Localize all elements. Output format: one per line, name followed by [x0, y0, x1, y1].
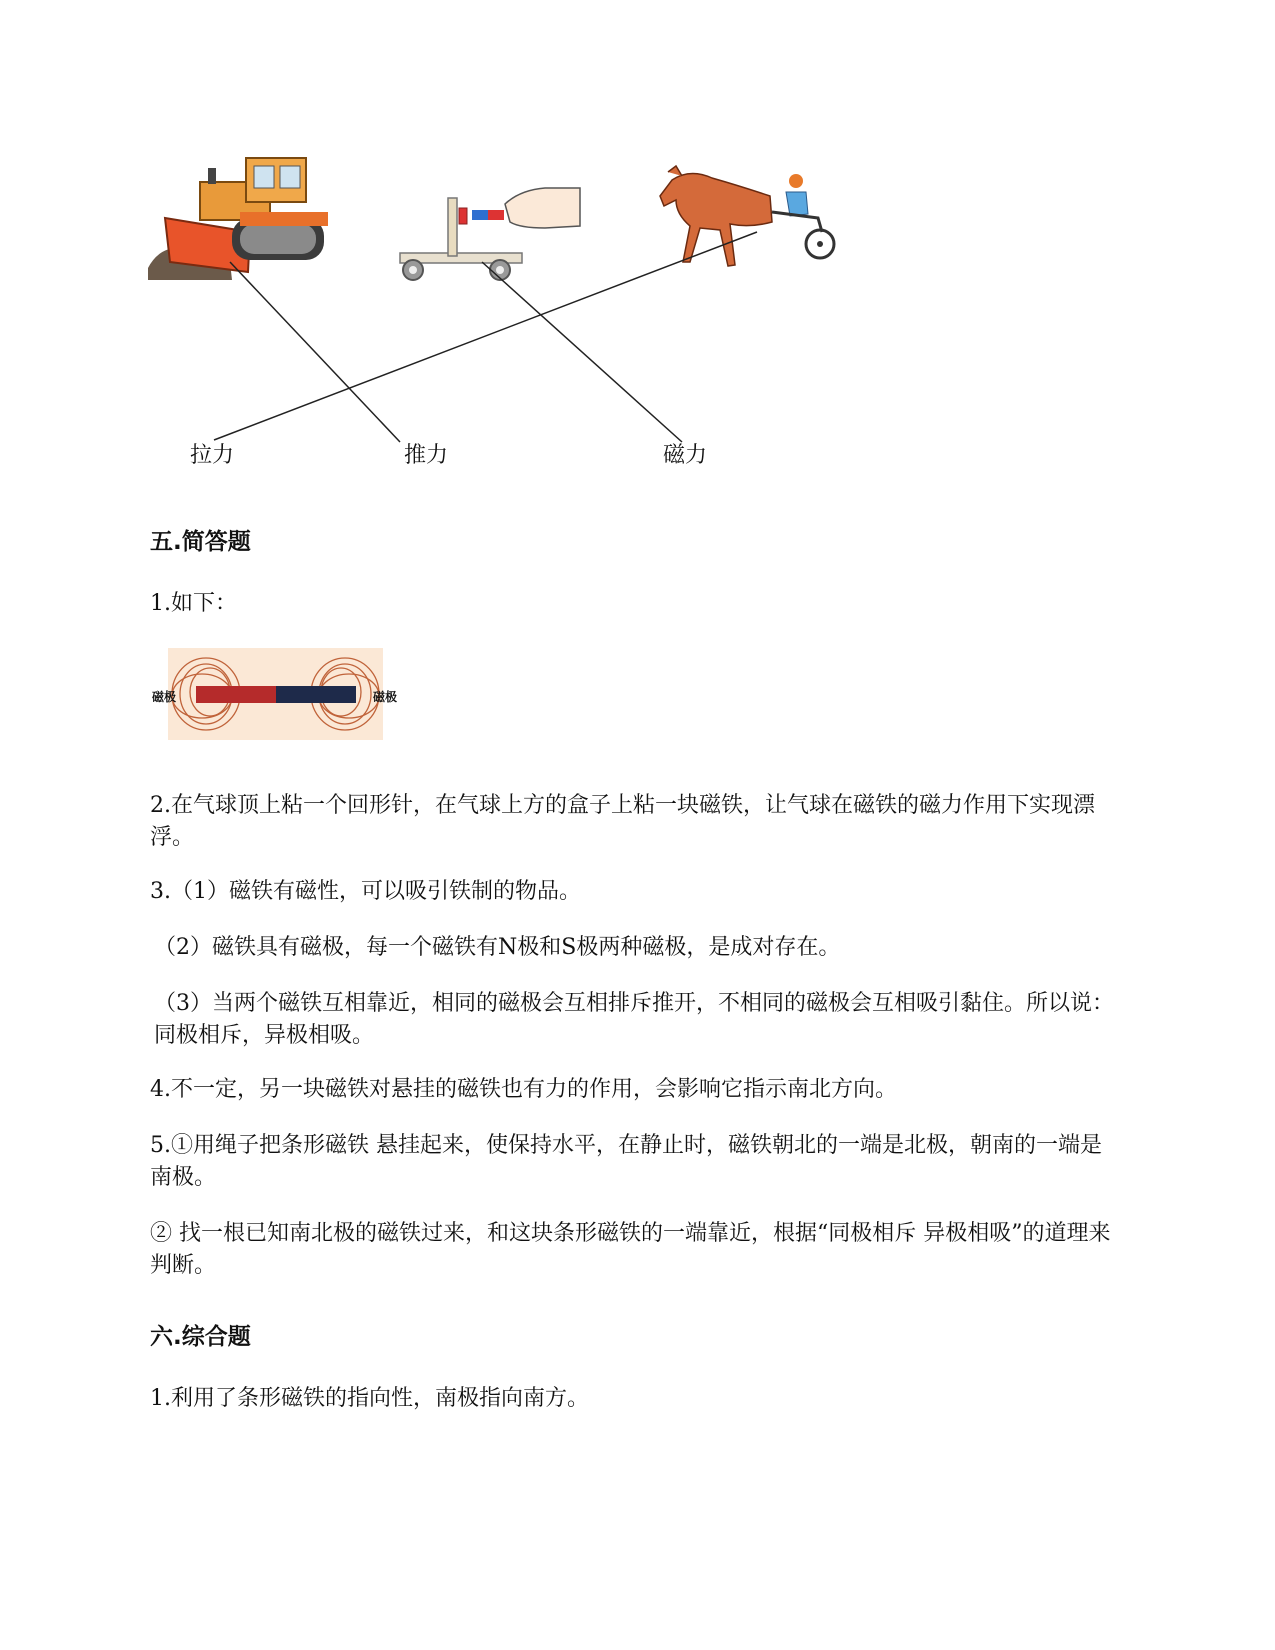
matching-figure	[0, 0, 1275, 480]
q2-text: 2.在气球顶上粘一个回形针，在气球上方的盒子上粘一块磁铁，让气球在磁铁的磁力作用下实现漂浮。	[150, 793, 1095, 850]
q5-part2-text: ② 找一根已知南北极的磁铁过来，和这块条形磁铁的一端靠近，根据“同极相斥 异极相吸”的道理来判断。	[150, 1221, 1111, 1278]
magnet-red-half	[196, 686, 276, 703]
label-pull: 拉力	[190, 443, 235, 468]
horse-cart-image	[660, 166, 834, 266]
section6-heading: 六.综合题	[150, 1324, 251, 1350]
pole-label-right: 磁极	[373, 690, 398, 704]
label-magnetic: 磁力	[663, 443, 708, 468]
q3-part2-text: （2）磁铁具有磁极，每一个磁铁有N极和S极两种磁极，是成对存在。	[154, 935, 841, 960]
magnet-blue-half	[276, 686, 356, 703]
q4-text: 4.不一定，另一块磁铁对悬挂的磁铁也有力的作用，会影响它指示南北方向。	[150, 1077, 897, 1102]
label-push: 推力	[404, 443, 449, 468]
q1-text: 1.如下：	[150, 591, 237, 616]
magnet-cart-image	[400, 188, 580, 280]
s6-q1-text: 1.利用了条形磁铁的指向性，南极指向南方。	[150, 1386, 589, 1411]
bulldozer-image	[148, 158, 328, 280]
section5-heading: 五.简答题	[150, 529, 251, 555]
q5-part1-text: 5.①用绳子把条形磁铁 悬挂起来，使保持水平，在静止时，磁铁朝北的一端是北极，朝南的一端是南极。	[150, 1133, 1102, 1190]
pole-label-left: 磁极	[152, 690, 177, 704]
field-lines	[168, 648, 383, 740]
q3-part3-text: （3）当两个磁铁互相靠近，相同的磁极会互相排斥推开，不相同的磁极会互相吸引黏住。所以说：同极相斥，异极相吸。	[154, 991, 1115, 1048]
bar-magnet-figure	[168, 648, 383, 740]
q3-part1-text: 3.（1）磁铁有磁性，可以吸引铁制的物品。	[150, 879, 581, 904]
